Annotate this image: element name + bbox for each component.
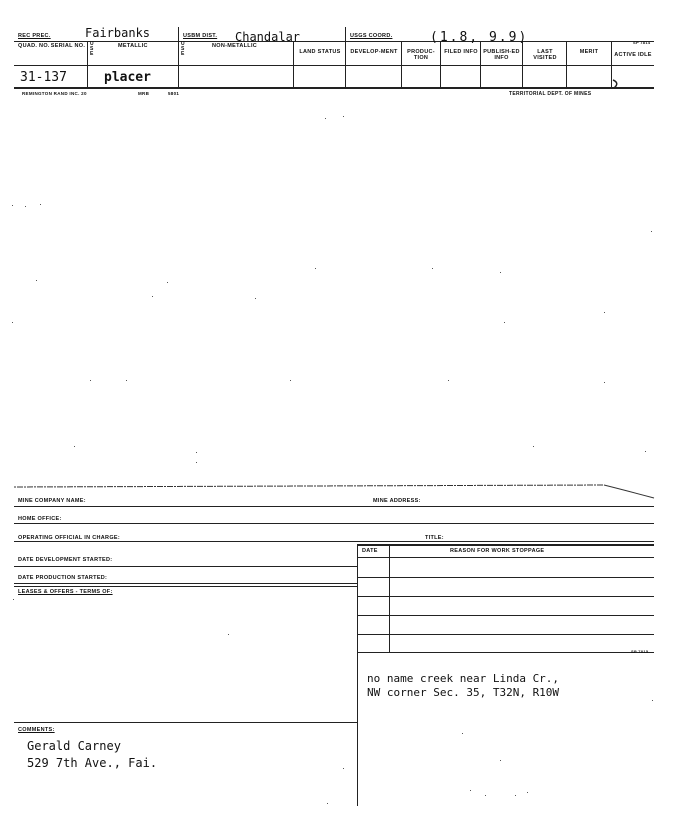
metallic-header: METALLIC: [118, 43, 148, 49]
date-development-label: DATE DEVELOPMENT STARTED:: [18, 557, 113, 563]
filed-info-header: FILED INFO: [444, 49, 478, 55]
title-label: TITLE:: [425, 535, 444, 541]
printer-code-1: MRB: [138, 91, 150, 96]
development-header: DEVELOP-MENT: [350, 49, 398, 55]
leases-label: LEASES & OFFERS - TERMS OF:: [18, 589, 113, 595]
comments-label: COMMENTS:: [18, 727, 55, 733]
non-metallic-header: NON-METALLIC: [212, 43, 258, 49]
rec-prec-value: Fairbanks: [85, 26, 151, 40]
form-number-2: SP 7815: [631, 649, 649, 654]
metallic-value: placer: [104, 70, 151, 85]
location-line-2: NW corner Sec. 35, T32N, R10W: [367, 686, 560, 699]
last-visited-header: LAST VISITED: [533, 49, 557, 61]
card-top-edge: [14, 478, 662, 500]
use-code-header: U S E: [90, 41, 94, 57]
comments-line-2: 529 7th Ave., Fai.: [27, 756, 158, 770]
merit-header: MERIT: [579, 49, 599, 55]
production-header: PRODUC-TION: [407, 49, 435, 61]
serial-no-header: SERIAL NO.: [50, 43, 86, 49]
active-idle-header: ACTIVE IDLE: [614, 52, 652, 58]
mine-address-label: MINE ADDRESS:: [373, 498, 421, 504]
rec-prec-label: REC PREC.: [18, 33, 51, 39]
usbm-dist-value: Chandalar: [235, 30, 301, 44]
mine-company-name-label: MINE COMPANY NAME:: [18, 498, 86, 504]
active-mark: [610, 77, 624, 91]
territorial-label: TERRITORIAL DEPT. OF MINES: [509, 91, 592, 97]
form-number: SP 7814: [633, 40, 651, 45]
quad-serial-value: 31-137: [20, 70, 67, 85]
quad-no-header: QUAD. NO.: [18, 43, 50, 49]
location-line-1: no name creek near Linda Cr.,: [367, 672, 560, 685]
home-office-label: HOME OFFICE:: [18, 516, 62, 522]
operating-official-label: OPERATING OFFICIAL IN CHARGE:: [18, 535, 120, 541]
comments-line-1: Gerald Carney: [27, 739, 121, 753]
land-status-header: LAND STATUS: [299, 49, 341, 55]
use-code2-header: U S E: [181, 41, 185, 57]
usgs-coord-value: (1.8, 9.9): [430, 30, 529, 45]
reason-column-header: REASON FOR WORK STOPPAGE: [450, 548, 545, 554]
usbm-dist-label: USBM DIST.: [183, 33, 218, 39]
published-info-header: PUBLISH-ED INFO: [483, 49, 520, 61]
date-column-header: DATE: [362, 548, 378, 554]
usgs-coord-label: USGS COORD.: [350, 33, 393, 39]
date-production-label: DATE PRODUCTION STARTED:: [18, 575, 108, 581]
printer-line: REMINGTON RAND INC. 20: [22, 91, 87, 96]
printer-code-2: 5801: [168, 91, 180, 96]
